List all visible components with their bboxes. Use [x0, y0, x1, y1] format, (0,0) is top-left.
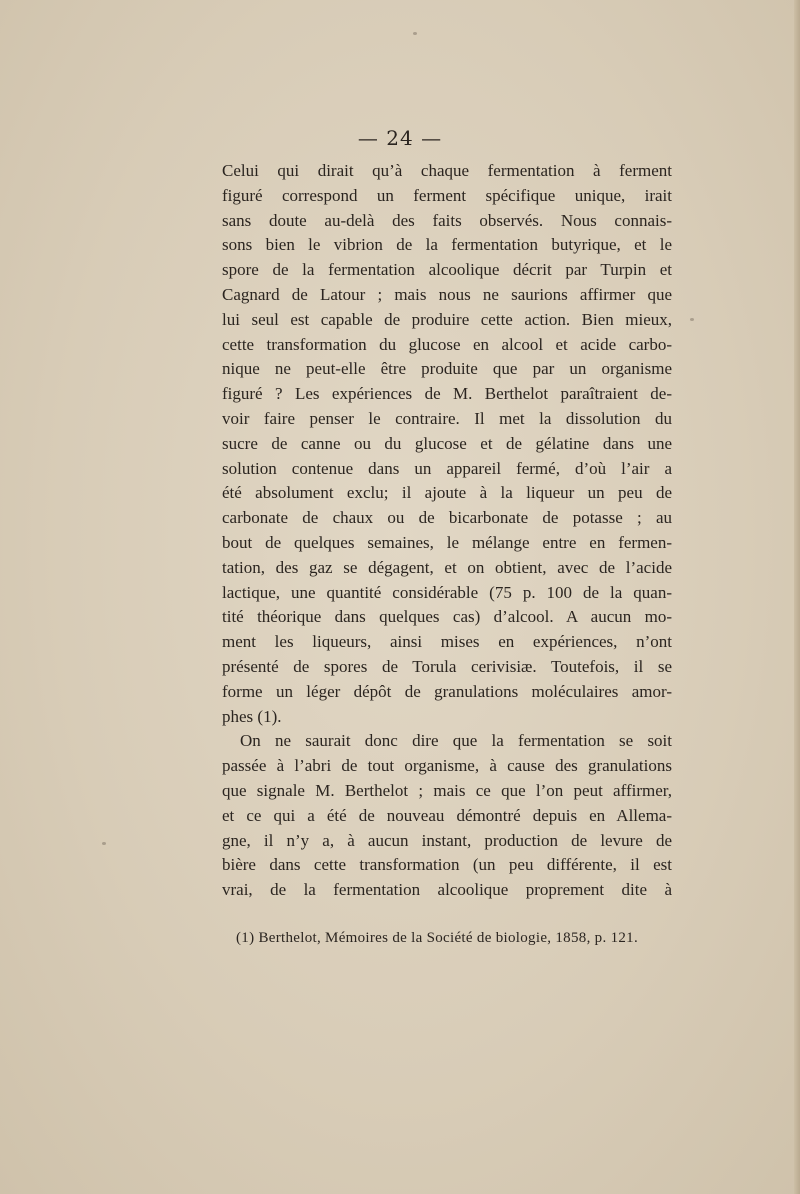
- text-line: gne, il n’y a, à aucun instant, production de levure de: [222, 830, 672, 850]
- text-line: figuré correspond un ferment spécifique unique, irait: [222, 185, 672, 205]
- text-line: phes (1).: [222, 706, 282, 726]
- footnote: (1) Berthelot, Mémoires de la Société de biologie, 1858, p. 121.: [236, 930, 639, 946]
- text-line: carbonate de chaux ou de bicarbonate de potasse ; au: [222, 508, 672, 528]
- text-line: On ne saurait donc dire que la fermentation se soit: [240, 731, 672, 751]
- text-line: lui seul est capable de produire cette action. Bien mieux,: [222, 309, 672, 329]
- text-line: spore de la fermentation alcoolique décrit par Turpin et: [222, 260, 672, 280]
- text-line: bière dans cette transformation (un peu différente, il est: [222, 855, 672, 875]
- text-line: que signale M. Berthelot ; mais ce que l’on peut affirmer,: [222, 780, 672, 800]
- text-line: figuré ? Les expériences de M. Berthelot paraîtraient de-: [222, 384, 672, 404]
- page-edge: [794, 0, 800, 1194]
- text-line: cette transformation du glucose en alcool et acide carbo-: [222, 334, 672, 354]
- text-line: Cagnard de Latour ; mais nous ne saurions affirmer que: [222, 284, 672, 304]
- text-line: Celui qui dirait qu’à chaque fermentation à ferment: [222, 161, 672, 180]
- text-line: nique ne peut-elle être produite que par un organisme: [222, 359, 672, 379]
- text-line: ment les liqueurs, ainsi mises en expériences, n’ont: [222, 632, 672, 652]
- text-line: présenté de spores de Torula cerivisiæ. Toutefois, il se: [222, 656, 672, 676]
- text-line: passée à l’abri de tout organisme, à cause des granulations: [222, 756, 672, 776]
- text-line: et ce qui a été de nouveau démontré depuis en Allema-: [222, 805, 672, 825]
- page-number: — 24 —: [357, 126, 443, 150]
- text-line: sons bien le vibrion de la fermentation butyrique, et le: [222, 235, 672, 255]
- paper-speck: [102, 842, 106, 845]
- text-line: tité théorique dans quelques cas) d’alcool. A aucun mo-: [222, 607, 672, 627]
- text-line: sans doute au-delà des faits observés. Nous connais-: [222, 210, 672, 230]
- text-line: solution contenue dans un appareil fermé, d’où l’air a: [222, 458, 672, 478]
- paper-speck: [690, 318, 694, 321]
- text-line: été absolument exclu; il ajoute à la liqueur un peu de: [222, 483, 672, 503]
- text-line: forme un léger dépôt de granulations moléculaires amor-: [222, 681, 672, 701]
- paper-speck: [413, 32, 417, 35]
- text-line: voir faire penser le contraire. Il met la dissolution du: [222, 408, 672, 428]
- text-line: tation, des gaz se dégagent, et on obtient, avec de l’acide: [222, 557, 672, 577]
- text-line: vrai, de la fermentation alcoolique proprement dite à: [222, 880, 672, 900]
- body-text: [222, 159, 672, 903]
- text-line: bout de quelques semaines, le mélange entre en fermen-: [222, 532, 672, 552]
- text-line: sucre de canne ou du glucose et de gélatine dans une: [222, 433, 672, 453]
- text-line: lactique, une quantité considérable (75 p. 100 de la quan-: [222, 582, 672, 602]
